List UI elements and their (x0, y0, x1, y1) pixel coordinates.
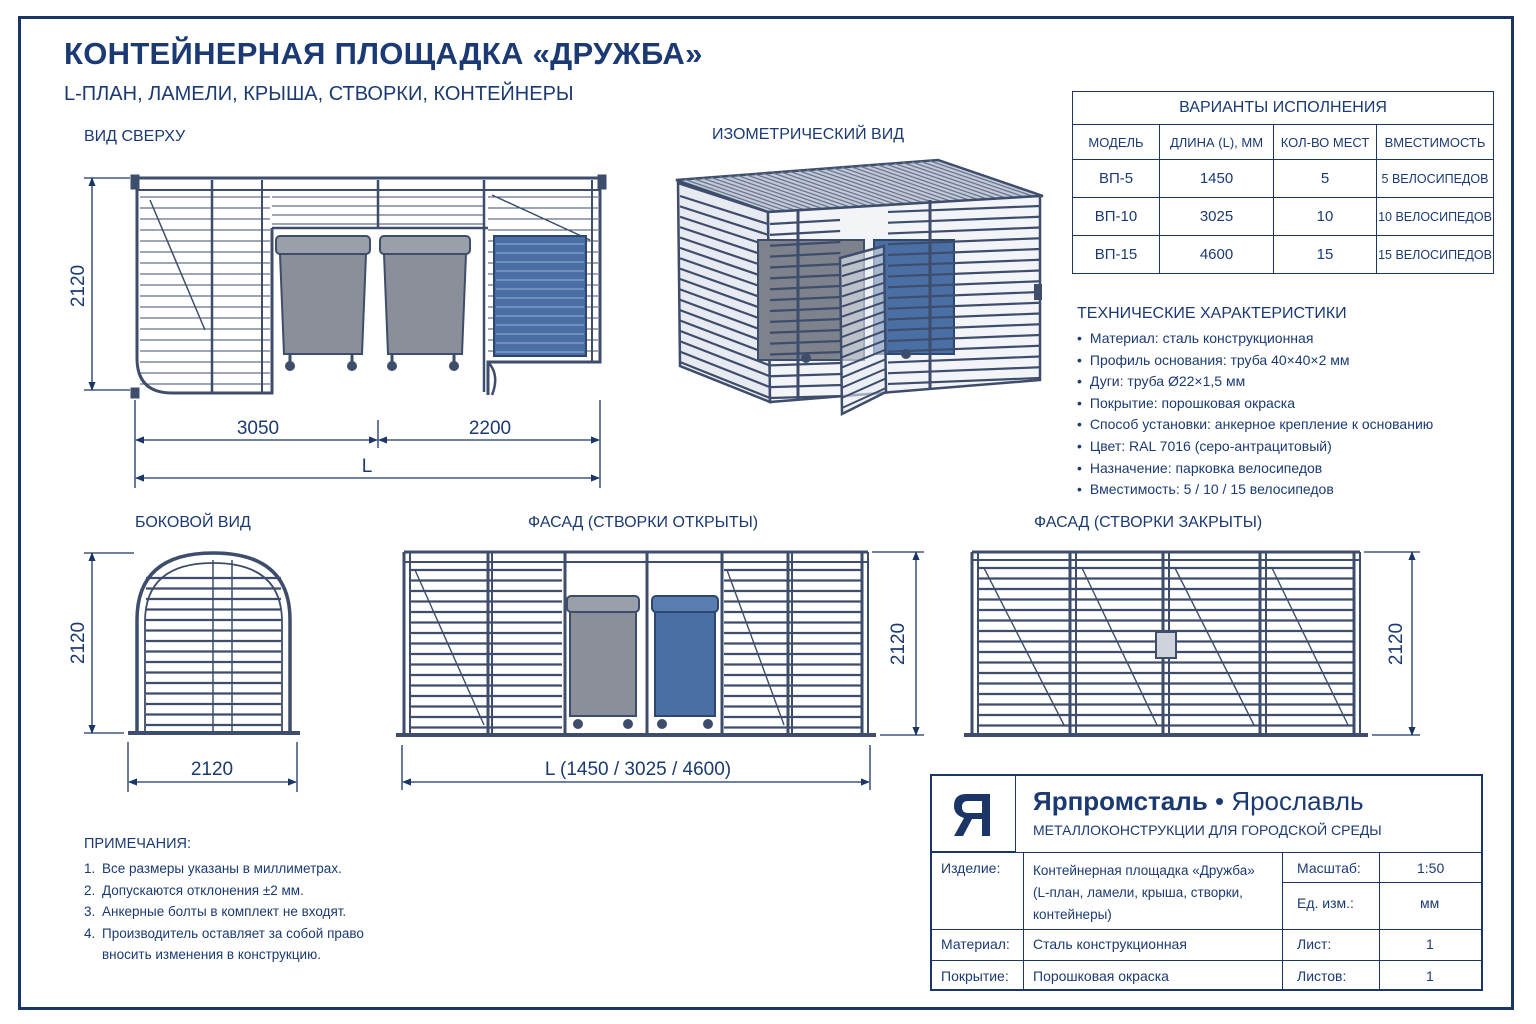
dim-facade-open-height: 2120 (888, 622, 909, 666)
variants-cell: 10 (1274, 198, 1377, 236)
view-label-top: ВИД СВЕРХУ (84, 128, 186, 145)
logo-icon (932, 776, 1016, 852)
variants-cell: ВП-10 (1073, 198, 1160, 236)
sheets-label: Листов: (1297, 968, 1347, 984)
dim-side-height: 2120 (68, 621, 89, 665)
tech-item: • Способ установки: анкерное крепление к основанию (1077, 414, 1433, 436)
view-label-side: БОКОВОЙ ВИД (135, 514, 251, 531)
title-block (930, 774, 1483, 991)
material-value: Сталь конструкционная (1033, 936, 1187, 952)
facade-open-container-blue (652, 596, 718, 729)
facade-closed-view (964, 552, 1368, 735)
variants-cell: 3025 (1160, 198, 1274, 236)
variants-caption: ВАРИАНТЫ ИСПОЛНЕНИЯ (1073, 92, 1494, 125)
product-value: Контейнерная площадка «Дружба» (L-план, ламели, крыша, створки, контейнеры) (1033, 863, 1255, 922)
tech-item: • Назначение: парковка велосипедов (1077, 458, 1433, 480)
variants-cell: 15 ВЕЛОСИПЕДОВ (1377, 236, 1494, 274)
dim-top-left: 3050 (236, 418, 280, 439)
tech-list (1077, 328, 1433, 501)
view-label-facade-open: ФАСАД (СТВОРКИ ОТКРЫТЫ) (528, 514, 759, 531)
sheets-value: 1 (1426, 968, 1434, 984)
brand-city: Ярославль (1231, 786, 1364, 816)
variants-cell: 15 (1274, 236, 1377, 274)
note-item: 4. Производитель оставляет за собой право (84, 925, 364, 941)
page-subtitle: L-ПЛАН, ЛАМЕЛИ, КРЫША, СТВОРКИ, КОНТЕЙНЕРЫ (64, 83, 574, 105)
brand-line: Ярпромсталь • Ярославль (1033, 786, 1364, 816)
variants-row (1073, 198, 1494, 236)
dim-side-width: 2120 (190, 759, 234, 780)
variants-row (1073, 236, 1494, 274)
company-logo (932, 776, 1016, 852)
unit-label: Ед. изм.: (1297, 895, 1354, 911)
view-label-facade-closed: ФАСАД (СТВОРКИ ЗАКРЫТЫ) (1034, 514, 1263, 531)
dim-top-right: 2200 (468, 418, 512, 439)
view-label-iso: ИЗОМЕТРИЧЕСКИЙ ВИД (712, 126, 905, 143)
brand-subtitle: МЕТАЛЛОКОНСТРУКЦИИ ДЛЯ ГОРОДСКОЙ СРЕДЫ (1033, 822, 1382, 838)
scale-value: 1:50 (1417, 860, 1445, 876)
note-item: 1. Все размеры указаны в миллиметрах. (84, 861, 342, 876)
tech-item: • Материал: сталь конструкционная (1077, 328, 1433, 350)
sheet-value: 1 (1426, 936, 1434, 952)
top-container-2 (380, 236, 470, 371)
tech-item: • Покрытие: порошковая окраска (1077, 393, 1433, 415)
facade-open-container-grey (567, 596, 639, 729)
variants-col-length: ДЛИНА (L), ММ (1160, 125, 1274, 160)
coating-value: Порошковая окраска (1033, 968, 1169, 984)
tech-item: • Вместимость: 5 / 10 / 15 велосипедов (1077, 479, 1433, 501)
tech-item: • Цвет: RAL 7016 (серо-антрацитовый) (1077, 436, 1433, 458)
dim-top-height: 2120 (68, 264, 89, 308)
variants-cell: ВП-15 (1073, 236, 1160, 274)
variants-cell: 5 (1274, 160, 1377, 198)
tech-item: • Профиль основания: труба 40×40×2 мм (1077, 350, 1433, 372)
unit-value: мм (1420, 895, 1440, 911)
notes-list (84, 858, 364, 966)
dim-top-total: L (361, 456, 373, 477)
tech-title: ТЕХНИЧЕСКИЕ ХАРАКТЕРИСТИКИ (1077, 305, 1347, 322)
variants-table (1072, 91, 1494, 274)
variants-cell: ВП-5 (1073, 160, 1160, 198)
variants-col-model: МОДЕЛЬ (1073, 125, 1160, 160)
product-label: Изделие: (941, 860, 1001, 876)
variants-cell: 10 ВЕЛОСИПЕДОВ (1377, 198, 1494, 236)
side-view (128, 553, 300, 733)
top-view-slats-left (140, 197, 270, 384)
dim-facade-open-width: L (1450 / 3025 / 4600) (544, 759, 732, 780)
top-container-blue (494, 236, 586, 356)
coating-label: Покрытие: (941, 968, 1009, 984)
iso-view (676, 160, 1043, 414)
tech-item: • Дуги: труба Ø22×1,5 мм (1077, 371, 1433, 393)
note-item-continuation: вносить изменения в конструкцию. (102, 947, 321, 962)
material-label: Материал: (941, 936, 1010, 952)
sheet-label: Лист: (1297, 936, 1332, 952)
variants-col-capacity: ВМЕСТИМОСТЬ (1377, 125, 1494, 160)
variants-cell: 4600 (1160, 236, 1274, 274)
variants-cell: 5 ВЕЛОСИПЕДОВ (1377, 160, 1494, 198)
variants-col-places: КОЛ-ВО МЕСТ (1274, 125, 1377, 160)
top-container-1 (276, 236, 370, 371)
variants-row (1073, 160, 1494, 198)
page-title: КОНТЕЙНЕРНАЯ ПЛОЩАДКА «ДРУЖБА» (64, 36, 703, 71)
note-item: 2. Допускаются отклонения ±2 мм. (84, 882, 304, 898)
scale-label: Масштаб: (1297, 860, 1361, 876)
note-item: 3. Анкерные болты в комплект не входят. (84, 904, 347, 919)
variants-cell: 1450 (1160, 160, 1274, 198)
brand-name: Ярпромсталь (1033, 786, 1208, 816)
dim-facade-closed-height: 2120 (1386, 622, 1407, 666)
notes-title: ПРИМЕЧАНИЯ: (84, 836, 191, 852)
